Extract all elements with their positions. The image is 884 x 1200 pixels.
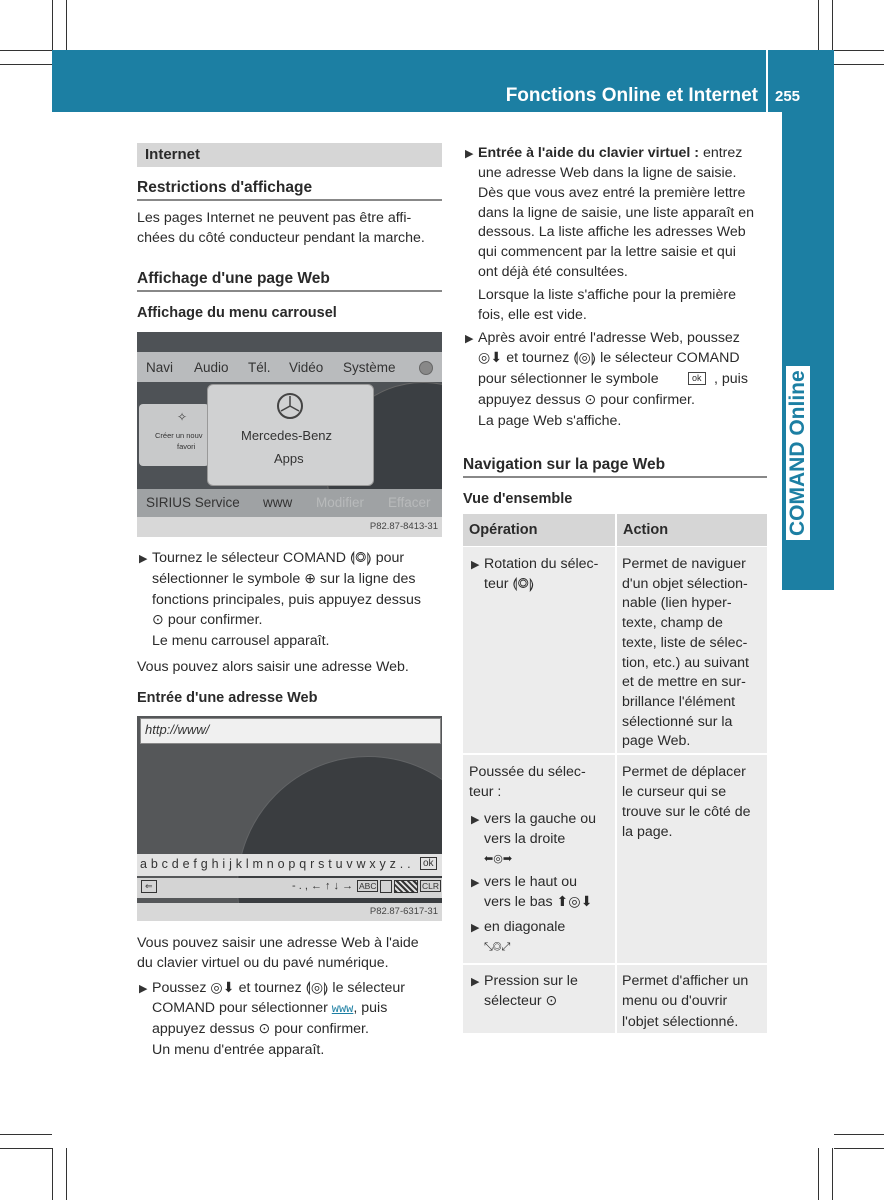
ok-key [420,857,437,870]
table-header-action [617,514,767,546]
menu-item: Audio [194,360,229,375]
heading-rule [463,476,767,478]
ok-symbol-label: ok [692,373,702,383]
clr-key [420,880,441,892]
table-cell-text: ⬅◎➡ [484,853,513,865]
bottom-item: SIRIUS Service [146,495,240,510]
step-text: appuyez dessus ⊙ pour confirmer. [152,1021,369,1037]
table-cell-text: la page. [622,824,673,840]
carousel-screenshot [137,332,442,517]
table-cell-text: page Web. [622,733,691,749]
crop-mark [52,1148,53,1200]
card-main-label: Apps [274,451,304,466]
step-text: Tournez le sélecteur COMAND ⟬◎⟭ pour [152,550,405,566]
mercedes-star-lines [277,393,303,419]
step-text: une adresse Web dans la ligne de saisie. [478,165,737,181]
step-text: appuyez dessus ⊙ pour confirmer. [478,392,695,408]
table-cell-text: Rotation du sélec- [484,556,599,572]
table-cell-text: d'un objet sélection- [622,576,748,592]
table-header-operation [463,514,615,546]
heading-rule [137,199,442,201]
table-cell-text: vers le bas ⬆◎⬇ [484,894,593,910]
table-cell-text: nable (lien hyper- [622,595,732,611]
step-text: Poussez ◎⬇ et tournez ⟬◎⟭ le sélecteur [152,980,405,996]
menu-item: Navi [146,360,174,375]
figure-caption [137,903,442,921]
table-header-label: Action [623,522,669,538]
step-text: dessous. La liste affiche les adresses Web [478,224,746,240]
abc-key [357,880,378,892]
www-symbol: www [331,1002,354,1016]
step-text: Après avoir entré l'adresse Web, poussez [478,330,740,346]
section-label: Internet [145,146,201,163]
bottom-item: www [263,495,293,510]
crop-mark [834,1134,884,1135]
hatched-key [394,880,418,893]
paragraph: Vous pouvez alors saisir une adresse Web. [137,659,409,675]
crop-mark [818,0,819,50]
table-cell-text: sélecteur ⊙ [484,993,558,1009]
card-main-label: Mercedes-Benz [241,428,333,443]
crop-mark [66,1148,67,1200]
bullet-arrow-icon: ▶ [471,559,480,571]
step-text: , puis [714,371,748,387]
step-text: Dès que vous avez entré la première lettre [478,185,746,201]
step-text-part: COMAND pour sélectionner [152,1000,332,1016]
step-text: dans la ligne de saisie, une liste apparaît en [478,205,755,221]
crop-mark [834,64,884,65]
table-cell-text: teur ⟬◎⟭ [484,576,535,592]
table-header-label: Opération [469,522,538,538]
step-text-part: , puis [353,1000,388,1016]
step-result: Le menu carrousel apparaît. [152,633,330,649]
step-text-part: entrez [699,145,743,161]
crop-mark [0,50,52,51]
table-cell-text: ⤡◎⤢ [484,941,511,953]
paragraph: du clavier virtuel ou du pavé numérique. [137,955,389,971]
table-cell-text: sélectionné sur la [622,714,733,730]
bullet-arrow-icon: ▶ [471,922,480,934]
step-text: qui commencent par la lettre saisie et qui [478,244,736,260]
step-text [478,143,742,163]
ok-key-label: ok [423,858,434,869]
table-cell-text: Permet de déplacer [622,764,746,780]
back-icon: ⇐ [141,880,157,893]
crop-mark [0,1134,52,1135]
symbol-row-text: - . , ← ↑ ↓ → [292,880,354,892]
table-cell-text: brillance l'élément [622,694,736,710]
table-cell-text: Permet de naviguer [622,556,746,572]
paragraph: Les pages Internet ne peuvent pas être affi- [137,210,412,226]
side-tab-label: COMAND Online [786,366,810,540]
paragraph: chées du côté conducteur pendant la marche. [137,230,425,246]
table-cell-text: tion, etc.) au suivant [622,655,749,671]
crop-mark [0,1148,52,1149]
table-cell-text: vers le haut ou [484,874,578,890]
heading-rule [137,290,442,292]
menu-item: Système [343,360,396,375]
step-text: Lorsque la liste s'affiche pour la première [478,287,736,303]
heading-affichage: Affichage d'une page Web [137,270,330,287]
clr-key-label: CLR [422,881,440,891]
bullet-arrow-icon: ▶ [471,976,480,988]
step-text: fois, elle est vide. [478,307,587,323]
step-text: pour sélectionner le symbole [478,371,659,387]
table-cell-text: menu ou d'ouvrir [622,993,728,1009]
crop-mark [66,0,67,50]
table-cell-text: teur : [469,784,502,800]
crop-mark [818,1148,819,1200]
table-cell-text: Poussée du sélec- [469,764,586,780]
bottom-item-disabled: Modifier [316,495,365,510]
caption-text: P82.87-6317-31 [369,906,438,917]
globe-icon [419,361,433,375]
paragraph: Vous pouvez saisir une adresse Web à l'aide [137,935,419,951]
table-cell-text: Pression sur le [484,973,578,989]
step-text: sélectionner le symbole ⊕ sur la ligne des [152,571,416,587]
bottom-item-disabled: Effacer [388,495,431,510]
crop-mark [834,1148,884,1149]
heading-navigation: Navigation sur la page Web [463,456,666,473]
card-small-label: Créer un nouv [155,431,203,440]
favorite-star-icon: ✧ [177,410,188,424]
bullet-arrow-icon: ▶ [471,877,480,889]
subheading-vue: Vue d'ensemble [463,491,573,507]
bullet-arrow-icon: ▶ [139,983,148,995]
step-text: ◎⬇ et tournez ⟬◎⟭ le sélecteur COMAND [478,350,740,366]
table-cell-text: texte, liste de sélec- [622,635,748,651]
table-cell-text: le curseur qui se [622,784,727,800]
abc-key-label: ABC [359,881,377,891]
crop-mark [832,1148,833,1200]
header-separator [766,50,768,112]
table-cell-text: en diagonale [484,919,566,935]
page-title: Fonctions Online et Internet [505,85,758,106]
step-text: ont déjà été consultées. [478,264,628,280]
bullet-arrow-icon: ▶ [465,148,474,160]
caption-text: P82.87-8413-31 [369,521,438,532]
crop-mark [834,50,884,51]
table-cell-text: trouve sur le côté de [622,804,751,820]
figure-caption [137,517,442,537]
table-cell-text: texte, champ de [622,615,723,631]
ok-symbol [688,372,706,385]
subheading-carrousel: Affichage du menu carrousel [137,305,337,321]
bullet-arrow-icon: ▶ [139,553,148,565]
crop-mark [0,64,52,65]
dots-key [380,880,392,893]
step-text: fonctions principales, puis appuyez dessus [152,592,421,608]
crop-mark [832,0,833,50]
step-result: Un menu d'entrée apparaît. [152,1042,325,1058]
table-cell-text: et de mettre en sur- [622,674,746,690]
subheading-entree: Entrée d'une adresse Web [137,690,318,706]
heading-restrictions: Restrictions d'affichage [137,179,313,196]
step-text: ⊙ pour confirmer. [152,612,263,628]
bullet-arrow-icon: ▶ [465,333,474,345]
page-number: 255 [775,88,801,105]
table-cell-text: vers la gauche ou [484,811,596,827]
menu-item: Tél. [248,360,271,375]
url-input-text: http://www/ [145,722,210,737]
table-cell-text: Permet d'afficher un [622,973,749,989]
letter-row-text: a b c d e f g h i j k l m n o p q r s t u v w x y z . . [140,857,411,871]
section-heading-internet [137,143,442,167]
menu-item: Vidéo [289,360,324,375]
step-result: La page Web s'affiche. [478,413,622,429]
keyboard-screenshot [137,716,442,903]
bullet-arrow-icon: ▶ [471,814,480,826]
table-cell-text: l'objet sélectionné. [622,1014,739,1030]
crop-mark [52,0,53,50]
table-cell-text: vers la droite [484,831,566,847]
step-bold: Entrée à l'aide du clavier virtuel : [478,145,700,161]
step-text [152,998,387,1019]
card-small-label: favori [177,442,196,451]
